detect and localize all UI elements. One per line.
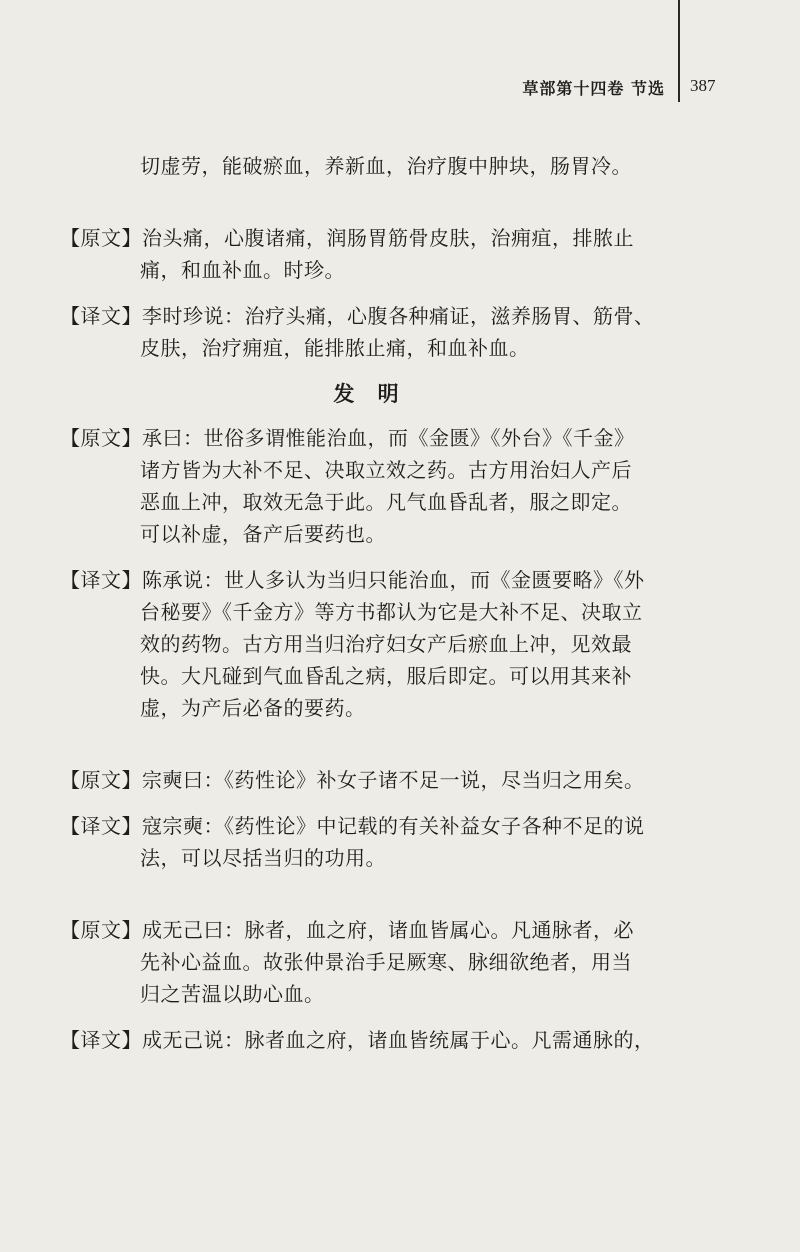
text-entry [60,150,680,182]
text-line: 痛，和血补血。时珍。 [140,258,345,282]
page-body [60,150,680,1070]
text-entry [60,810,680,874]
page-number: 387 [690,76,716,95]
text-line: 虚，为产后必备的要药。 [140,696,366,720]
text-line: 李时珍说：治疗头痛，心腹各种痛证，滋养肠胃、筋骨、 [142,304,655,328]
text-line: 可以补虚，备产后要药也。 [140,522,386,546]
text-line: 寇宗奭：《药性论》中记载的有关补益女子各种不足的说 [142,814,645,838]
text-line: 陈承说：世人多认为当归只能治血，而《金匮要略》《外 [142,568,645,592]
text-line: 恶血上冲，取效无急于此。凡气血昏乱者，服之即定。 [140,490,632,514]
text-entry [60,764,680,796]
entry-label: 【译文】 [60,568,142,592]
text-entry [60,564,680,724]
entry-label: 【原文】 [60,768,142,792]
text-line: 法，可以尽括当归的功用。 [140,846,386,870]
entry-label: 【原文】 [60,426,142,450]
header-vertical-rule [678,0,680,102]
entry-label: 【译文】 [60,814,142,838]
entry-label: 【原文】 [60,918,142,942]
text-line: 归之苦温以助心血。 [140,982,325,1006]
text-line: 治头痛，心腹诸痛，润肠胃筋骨皮肤，治痈疽，排脓止 [142,226,634,250]
running-head: 草部第十四卷 节选 [522,79,665,98]
text-entry [60,422,680,550]
text-entry [60,222,680,286]
text-entry [60,300,680,364]
entry-label: 【译文】 [60,304,142,328]
section-heading: 发 明 [333,381,407,406]
entry-label: 【原文】 [60,226,142,250]
text-line: 成无己说：脉者血之府，诸血皆统属于心。凡需通脉的， [142,1028,655,1052]
text-line: 快。大凡碰到气血昏乱之病，服后即定。可以用其来补 [140,664,632,688]
entry-label: 【译文】 [60,1028,142,1052]
text-line: 先补心益血。故张仲景治手足厥寒、脉细欲绝者，用当 [140,950,632,974]
text-line: 成无己曰：脉者，血之府，诸血皆属心。凡通脉者，必 [142,918,634,942]
text-line: 承曰：世俗多谓惟能治血，而《金匮》《外台》《千金》 [142,426,635,450]
text-line: 诸方皆为大补不足、决取立效之药。古方用治妇人产后 [140,458,632,482]
text-line: 宗奭曰：《药性论》补女子诸不足一说，尽当归之用矣。 [142,768,645,792]
text-line: 切虚劳，能破瘀血，养新血，治疗腹中肿块，肠胃冷。 [140,154,632,178]
text-entry [60,1024,680,1056]
text-line: 效的药物。古方用当归治疗妇女产后瘀血上冲，见效最 [140,632,632,656]
text-entry [60,914,680,1010]
text-line: 皮肤，治疗痈疽，能排脓止痛，和血补血。 [140,336,530,360]
text-line: 台秘要》《千金方》等方书都认为它是大补不足、决取立 [140,600,643,624]
